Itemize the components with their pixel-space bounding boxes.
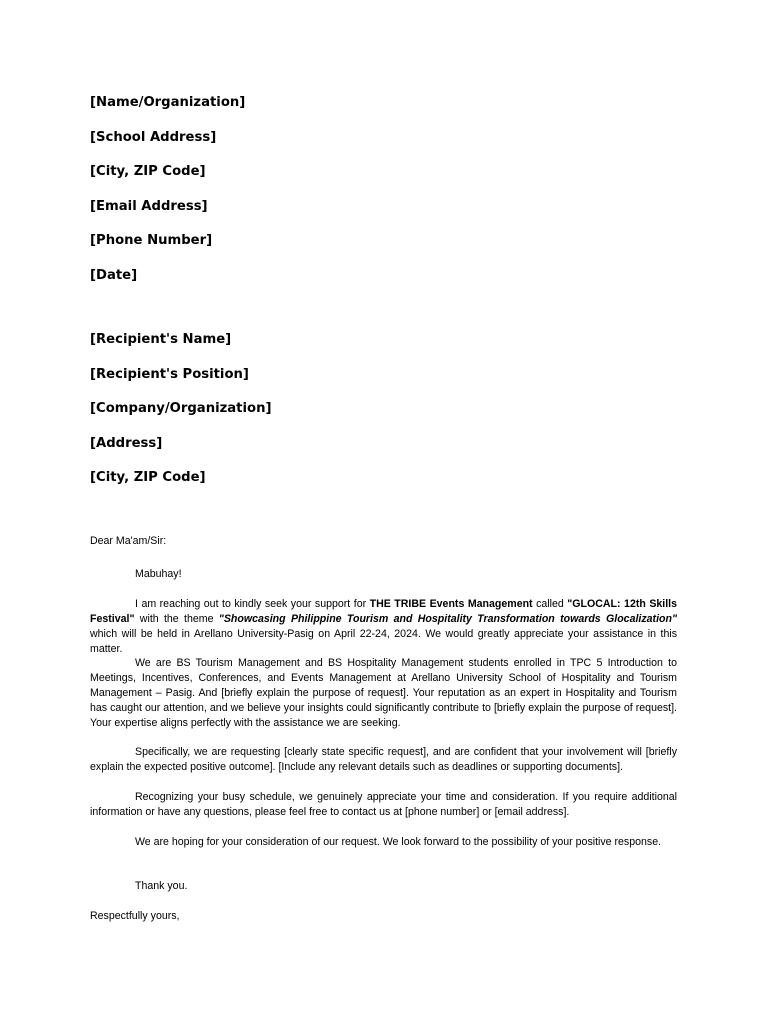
recipient-city: [City, ZIP Code] [90,470,206,485]
p1-text-2: called [532,598,568,610]
p1-text-4: which will be held in Arellano University-Pasig on April 22-24, 2024. We would greatly appreciate your assistance in this matter. [90,628,677,655]
sender-name: [Name/Organization] [90,95,246,110]
recipient-address: [Address] [90,436,163,451]
thank-you: Thank you. [135,880,188,892]
sender-email: [Email Address] [90,199,208,214]
event-theme: "Showcasing Philippine Tourism and Hospitality Transformation towards Glocalization" [218,613,677,625]
complimentary-close: Respectfully yours, [90,910,180,922]
paragraph-students: We are BS Tourism Management and BS Hospitality Management students enrolled in TPC 5 Introduction to Meetings, Incentives, Conferences, and Events Management at Arellano University School of Hospitality and Tourism Management – Pasig. And [briefly explain the purpose of request]. Your reputation as an expert in Hospitality and Tourism has caught our attention, and we believe your insights could significantly contribute to [briefly explain the purpose of request]. Your expertise aligns perfectly with the assistance we are seeking. [90,657,677,729]
sender-phone: [Phone Number] [90,233,213,248]
p1-text-3: with the theme [134,613,219,625]
p1-text-1: I am reaching out to kindly seek your support for [135,598,370,610]
salutation: Dear Ma'am/Sir: [90,535,167,547]
paragraph-contact: Recognizing your busy schedule, we genuinely appreciate your time and consideration. If you require additional information or have any questions, please feel free to contact us at [phone number] or [email address]. [90,791,677,818]
event-organizer: THE TRIBE Events Management [369,598,533,610]
greeting: Mabuhay! [135,568,182,580]
recipient-name: [Recipient's Name] [90,332,232,347]
recipient-company: [Company/Organization] [90,401,272,416]
paragraph-request: Specifically, we are requesting [clearly state specific request], and are confident that your involvement will [briefly explain the expected positive outcome]. [Include any relevant details such as deadlines or supporting documents]. [90,746,677,773]
letter-date: [Date] [90,268,138,283]
paragraph-intro [90,597,677,657]
recipient-position: [Recipient's Position] [90,367,249,382]
paragraph-closing: We are hoping for your consideration of our request. We look forward to the possibility of your positive response. [135,836,662,848]
sender-address: [School Address] [90,130,217,145]
sender-city: [City, ZIP Code] [90,164,206,179]
event-name: "GLOCAL: 12th Skills Festival" [90,598,678,625]
